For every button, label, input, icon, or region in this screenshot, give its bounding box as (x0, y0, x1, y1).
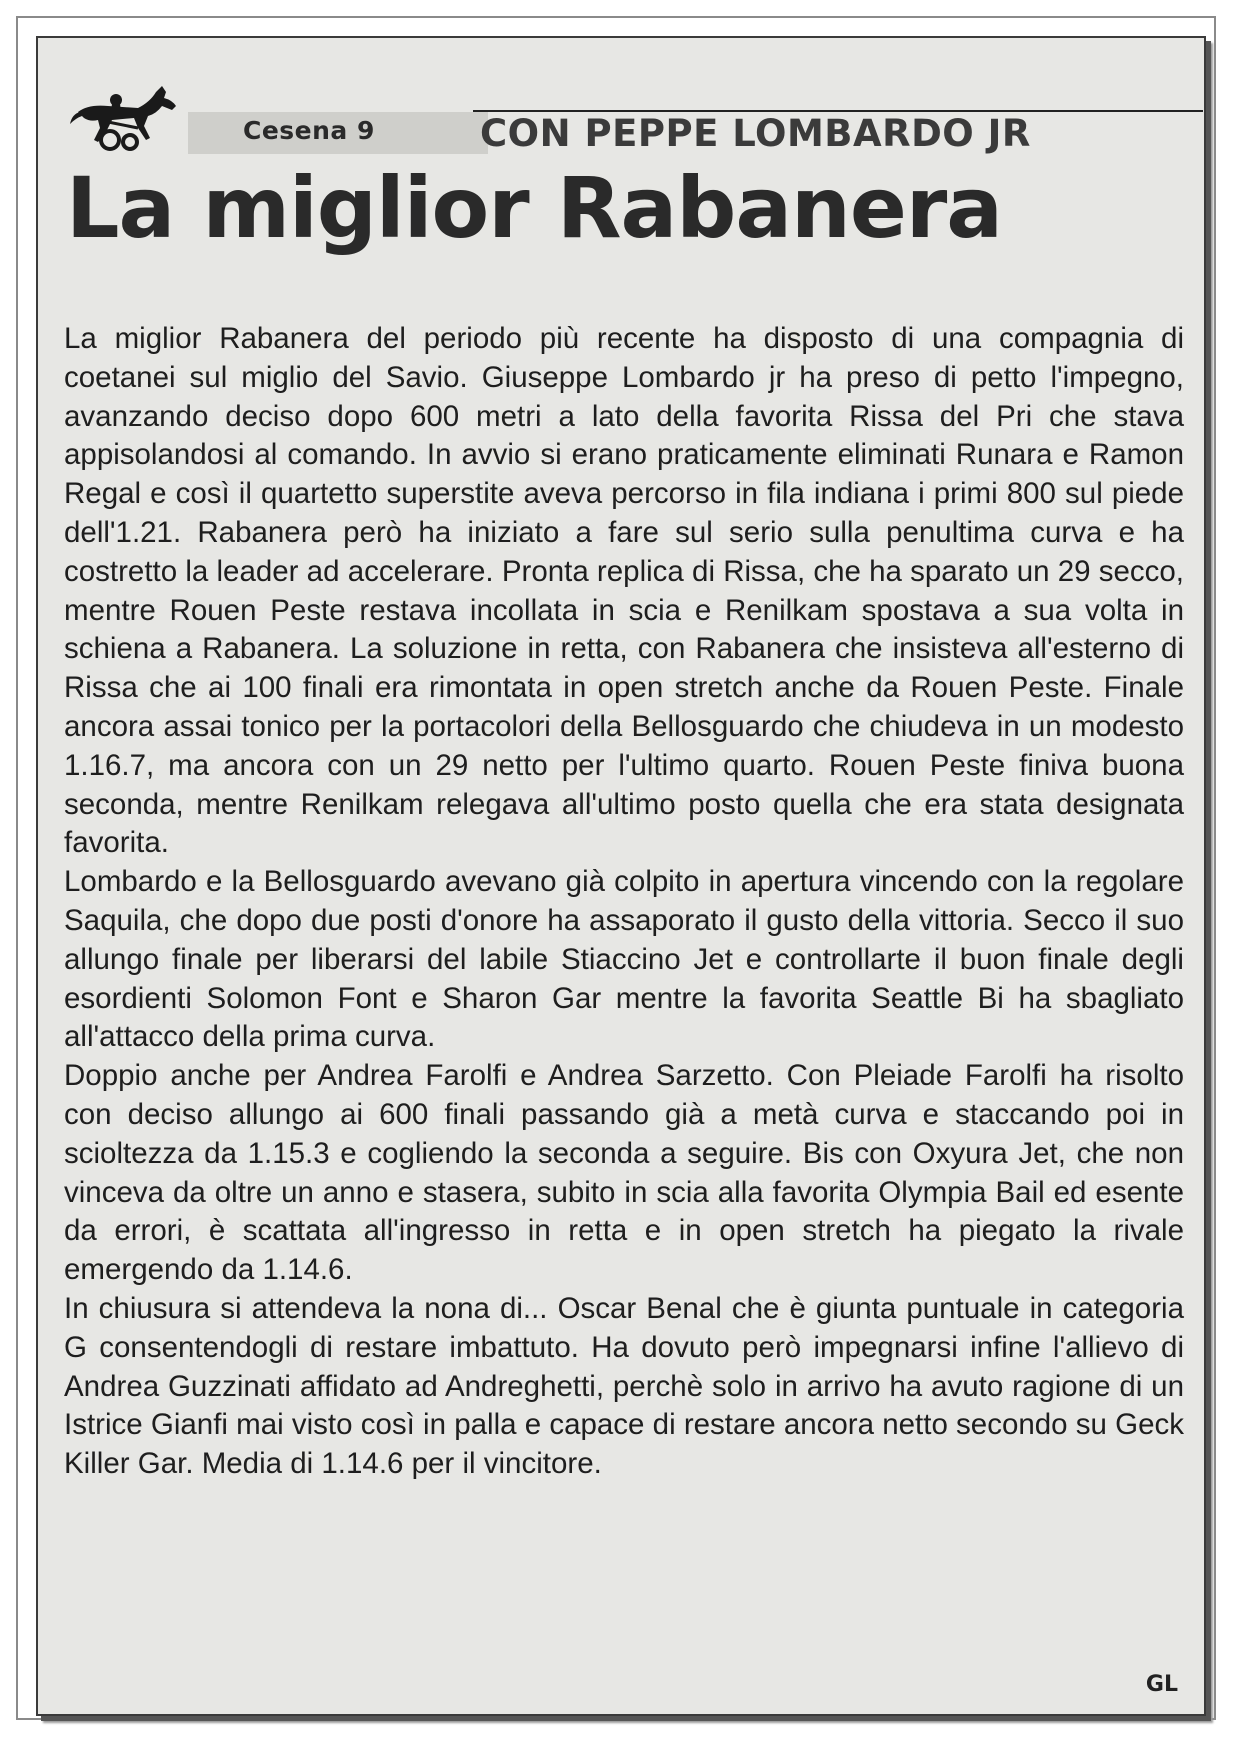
article-paragraph: In chiusura si attendeva la nona di... Oscar Benal che è giunta puntuale in categoria G consentendogli di restare imbattuto. Ha dovuto però impegnarsi infine l'allievo di Andrea Guzzinati affidato ad Andreghetti, perchè solo in arrivo ha avuto ragione di un Istrice Gianfi mai visto così in palla e capace di restare ancora netto secondo su Geck Killer Gar. Media di 1.14.6 per il vincitore. (64, 1291, 1184, 1481)
section-label: Cesena 9 (243, 116, 375, 145)
article-title: La miglior Rabanera (66, 159, 1002, 257)
newspaper-clipping (36, 36, 1206, 1716)
article-subheading: CON PEPPE LOMBARDO JR (480, 112, 1031, 155)
article-paragraph: Lombardo e la Bellosguardo avevano già colpito in apertura vincendo con la regolare Saquila, che dopo due posti d'onore ha assaporato il gusto della vittoria. Secco il suo allungo finale per liberarsi del labile Stiaccino Jet e controllarte il buon finale degli esordienti Solomon Font e Sharon Gar mentre la favorita Seattle Bi ha sbagliato all'attacco della prima curva. (64, 865, 1184, 1054)
harness-racing-horse-icon (68, 82, 188, 152)
article-paragraph: Doppio anche per Andrea Farolfi e Andrea Sarzetto. Con Pleiade Farolfi ha risolto con deciso allungo ai 600 finali passando già a metà curva e staccando poi in scioltezza da 1.15.3 e cogliendo la seconda a seguire. Bis con Oxyura Jet, che non vinceva da oltre un anno e stasera, subito in scia alla favorita Olympia Bail ed esente da errori, è scattata all'ingresso in retta e in open stretch ha piegato la rivale emergendo da 1.14.6. (64, 1059, 1184, 1287)
author-signature: GL (1145, 1672, 1178, 1697)
article-header (68, 72, 1198, 155)
article-paragraph: La miglior Rabanera del periodo più recente ha disposto di una compagnia di coetanei sul miglio del Savio. Giuseppe Lombardo jr ha preso di petto l'impegno, avanzando deciso dopo 600 metri a lato della favorita Rissa del Pri che stava appisolandosi al comando. In avvio si erano praticamente eliminati Runara e Ramon Regal e così il quartetto superstite aveva percorso in fila indiana i primi 800 sul piede dell'1.21. Rabanera però ha iniziato a fare sul serio sulla penultima curva e ha costretto la leader ad accelerare. Pronta replica di Rissa, che ha sparato un 29 secco, mentre Rouen Peste restava incollata in scia e Renilkam spostava a sua volta in schiena a Rabanera. La soluzione in retta, con Rabanera che insisteva all'esterno di Rissa che ai 100 finali era rimontata in open stretch anche da Rouen Peste. Finale ancora assai tonico per la portacolori della Bellosguardo che chiudeva in un modesto 1.16.7, ma ancora con un 29 netto per l'ultimo quarto. Rouen Peste finiva buona seconda, mentre Renilkam relegava all'ultimo posto quella che era stata designata favorita. (64, 322, 1184, 860)
article-body (64, 320, 1184, 1484)
